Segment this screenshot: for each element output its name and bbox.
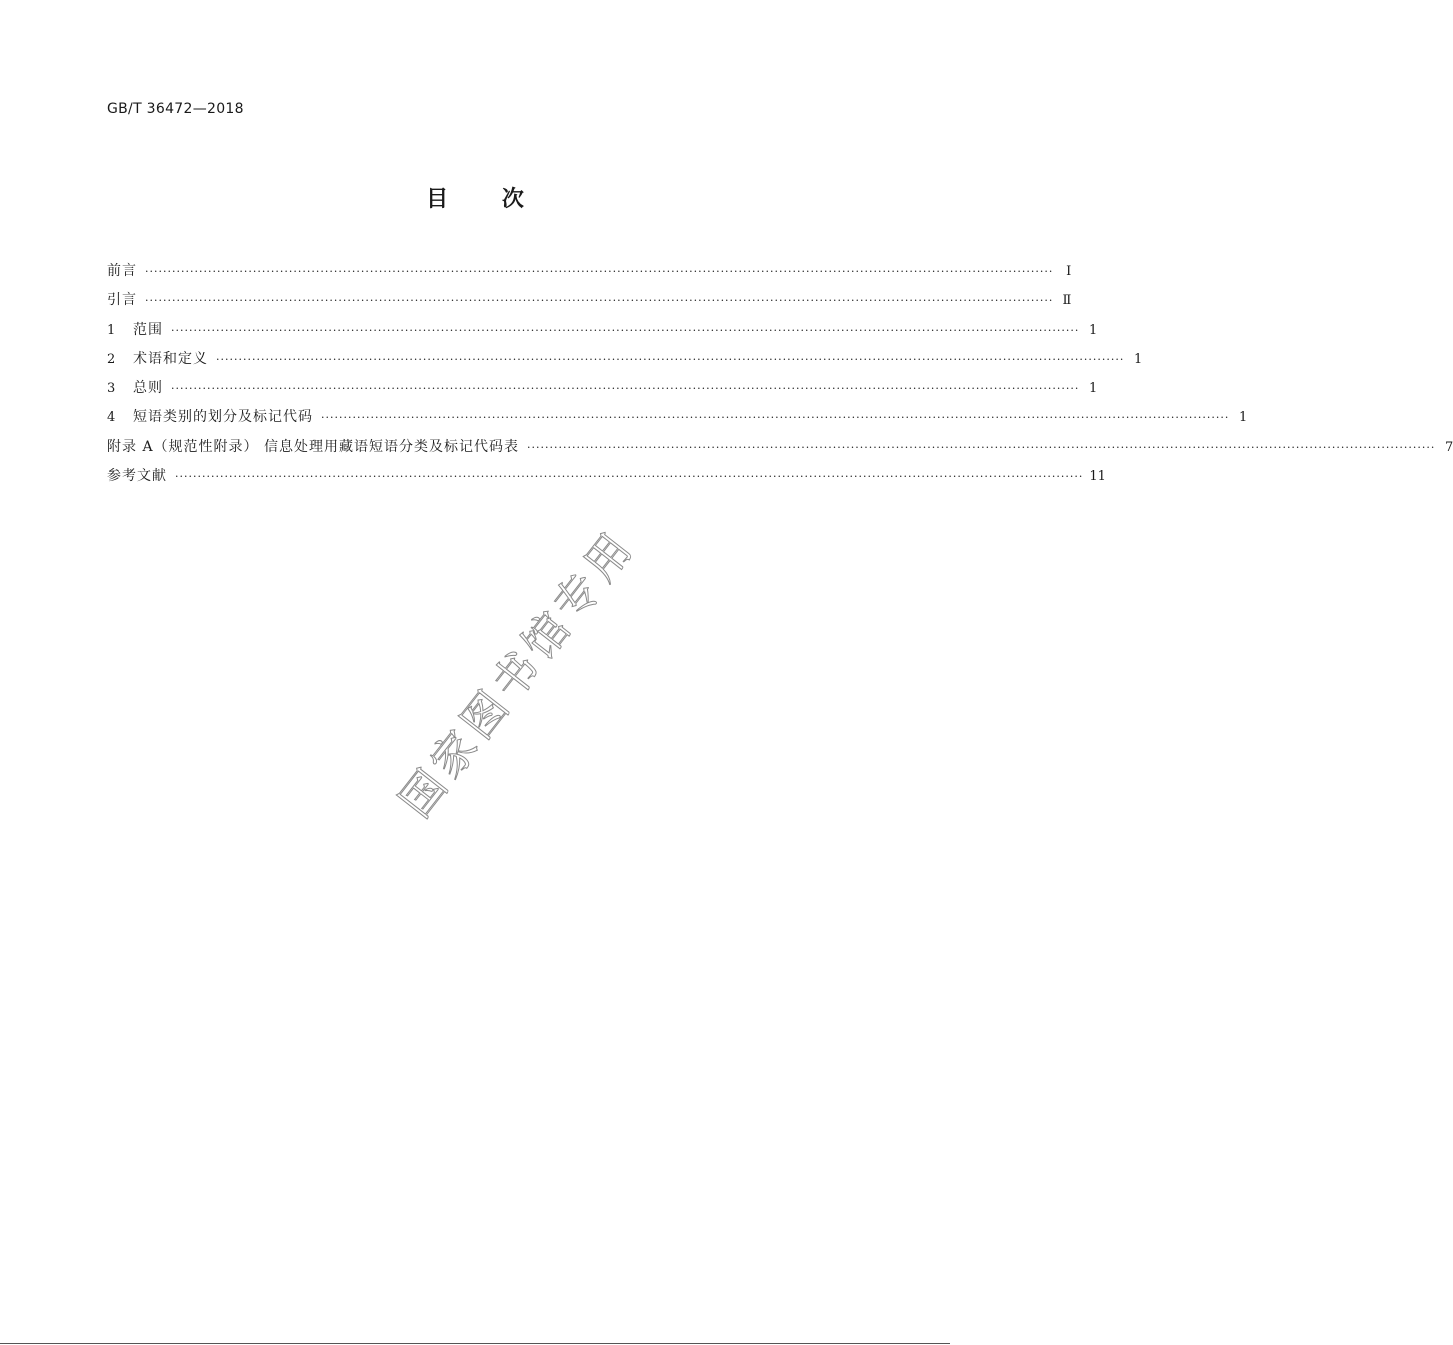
toc-entry-page: 1 — [1089, 322, 1098, 338]
toc-entry-page: Ⅰ — [1066, 264, 1072, 279]
watermark-char: 专 — [544, 564, 612, 631]
toc-entry-scope[interactable] — [107, 319, 1098, 348]
standard-code: GB/T 36472—2018 — [107, 101, 244, 117]
toc-entry-page: Ⅱ — [1062, 293, 1072, 309]
toc-leader-dots — [171, 382, 1079, 395]
toc-entry-label: 术语和定义 — [133, 350, 208, 367]
watermark-char: 书 — [482, 642, 550, 709]
toc-leader-dots — [175, 470, 1083, 483]
toc-entry-number: 3 — [107, 381, 116, 397]
toc-entry-number: 1 — [107, 322, 116, 338]
toc-leader-dots — [321, 411, 1229, 424]
page-title: 目 次 — [426, 187, 524, 212]
toc-entry-label: 短语类别的划分及标记代码 — [133, 409, 313, 426]
toc-leader-dots — [145, 294, 1053, 307]
toc-entry-label: 参考文献 — [107, 468, 167, 485]
toc-entry-classification[interactable] — [107, 406, 1248, 435]
toc-entry-page: 11 — [1089, 469, 1106, 485]
toc-entry-general[interactable] — [107, 377, 1098, 406]
watermark-char: 用 — [574, 524, 643, 591]
toc-entry-page: 1 — [1239, 410, 1248, 426]
toc-entry-terms[interactable] — [107, 348, 1143, 377]
toc-entry-label: 总则 — [133, 380, 163, 397]
toc-leader-dots — [216, 353, 1124, 366]
toc-entry-number: 4 — [107, 410, 116, 426]
toc-entry-label: 范围 — [133, 321, 163, 338]
watermark-char: 国 — [390, 761, 458, 828]
toc-entry-references[interactable] — [107, 465, 1106, 494]
watermark-char: 家 — [420, 721, 489, 788]
toc-entry-page: 1 — [1089, 381, 1098, 397]
toc-entry-page: 7 — [1445, 439, 1453, 455]
toc-entry-foreword[interactable] — [107, 260, 1072, 289]
toc-entry-label: 附录 A（规范性附录） 信息处理用藏语短语分类及标记代码表 — [107, 438, 520, 455]
table-of-contents — [107, 260, 1453, 494]
toc-entry-appendix-a[interactable] — [107, 436, 1453, 465]
toc-entry-label: 引言 — [107, 292, 137, 309]
page-bottom-edge — [0, 1343, 950, 1344]
toc-entry-number: 2 — [107, 351, 116, 367]
watermark-char: 馆 — [513, 603, 581, 670]
toc-leader-dots — [145, 265, 1053, 278]
toc-entry-label: 前言 — [107, 263, 137, 279]
watermark-char: 图 — [451, 682, 520, 749]
toc-entry-page: 1 — [1134, 351, 1143, 367]
toc-leader-dots — [171, 324, 1079, 337]
toc-entry-introduction[interactable] — [107, 289, 1072, 318]
library-watermark — [390, 520, 643, 830]
toc-leader-dots — [527, 441, 1435, 454]
